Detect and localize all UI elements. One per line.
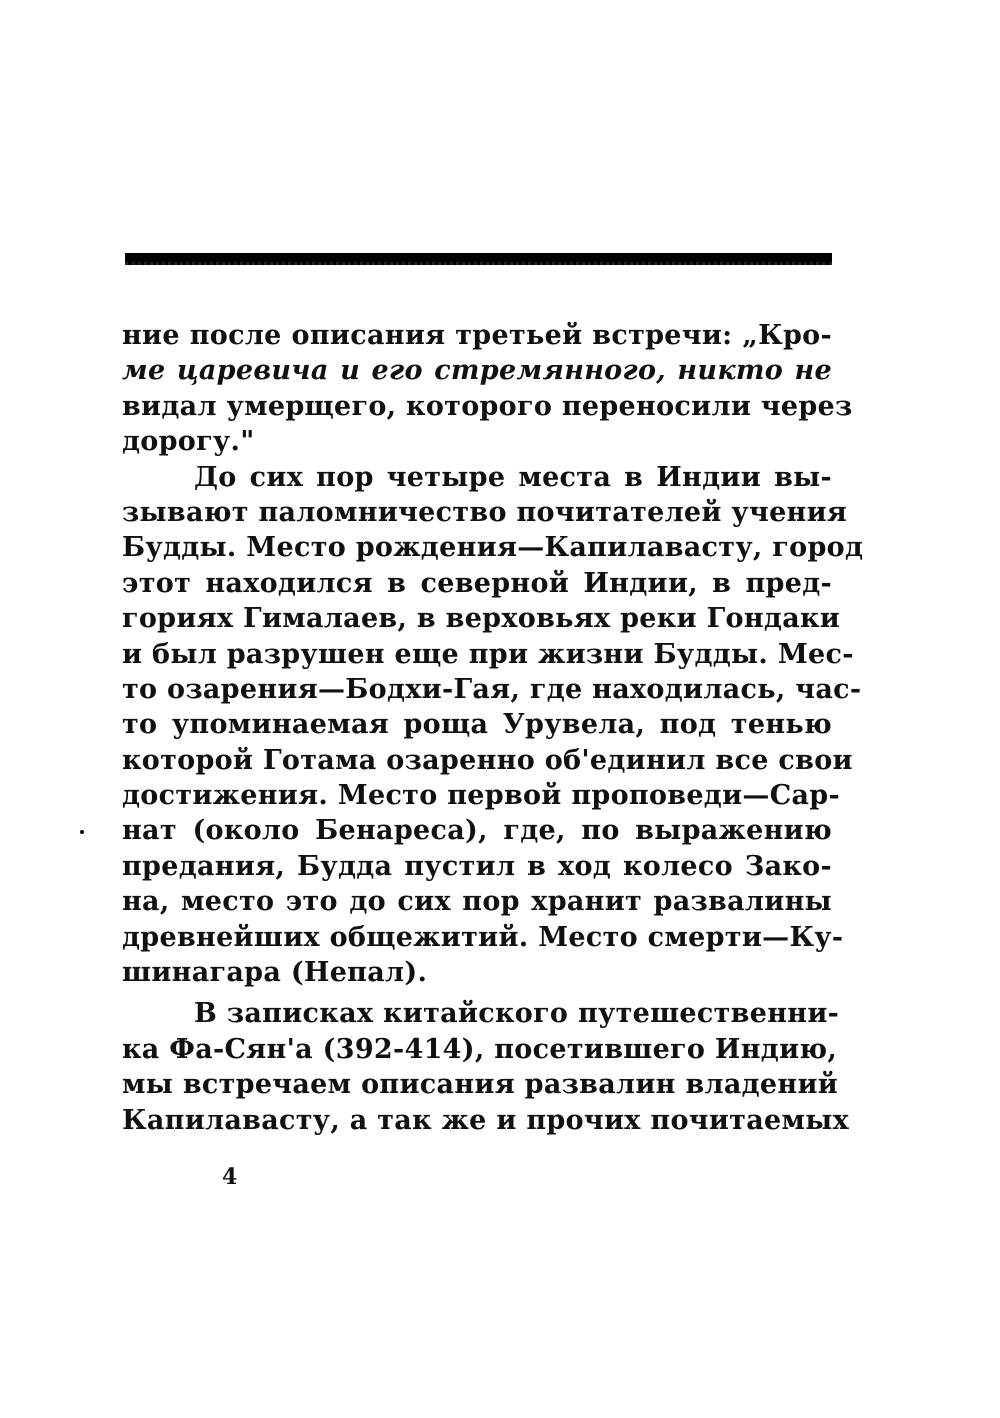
- text-line: шинагара (Непал).: [122, 957, 428, 989]
- text-line: то озарения—Бодхи-Гая, где находилась, час-: [122, 673, 862, 705]
- text-line: дорогу.": [122, 426, 255, 458]
- margin-speck: [80, 830, 84, 834]
- header-rule: [125, 253, 832, 265]
- text-line: древнейших общежитий. Место смерти—Ку-: [122, 921, 844, 953]
- text-line: которой Готама озаренно об'единил все свои: [122, 744, 853, 776]
- paragraph-continuation: [122, 318, 853, 460]
- text-line: то упоминаемая роща Урувела, под тенью: [122, 709, 832, 741]
- text-line: и был разрушен еще при жизни Будды. Мес-: [122, 638, 854, 670]
- text-line: мы встречаем описания развалин владений: [122, 1069, 839, 1101]
- text-line: видал умерщего, которого переносили через: [122, 390, 853, 422]
- text-line: на, место это до сих пор хранит развалины: [122, 886, 832, 918]
- text-line: достижения. Место первой проповеди—Сар-: [122, 780, 840, 812]
- text-line-italic-quote: ме царевича и его стремянного, никто не: [122, 355, 832, 387]
- text-line: ние после описания третьей встречи: „Кро-: [122, 320, 832, 351]
- text-line: Будды. Место рождения—Капилавасту, город: [122, 532, 864, 564]
- page-number: 4: [222, 1164, 238, 1190]
- text-line: ка Фа-Сян'а (392-414), посетившего Индию,: [122, 1033, 838, 1065]
- text-line: гориях Гималаев, в верховьях реки Гондаки: [122, 603, 841, 635]
- body-text: [122, 318, 864, 1138]
- paragraph-fa-xian: [122, 996, 849, 1138]
- text-line: Капилавасту, а так же и прочих почитаемых: [122, 1104, 849, 1136]
- text-line: предания, Будда пустил в ход колесо Зако-: [122, 850, 832, 882]
- text-line: нат (около Бенареса), где, по выражению: [122, 815, 832, 847]
- text-line: В записках китайского путешественни-: [194, 998, 840, 1030]
- paragraph-pilgrimage-sites: [122, 460, 864, 991]
- text-line: зывают паломничество почитателей учения: [122, 496, 848, 528]
- text-line: этот находился в северной Индии, в пред-: [122, 567, 832, 599]
- text-line: До сих пор четыре места в Индии вы-: [194, 461, 832, 493]
